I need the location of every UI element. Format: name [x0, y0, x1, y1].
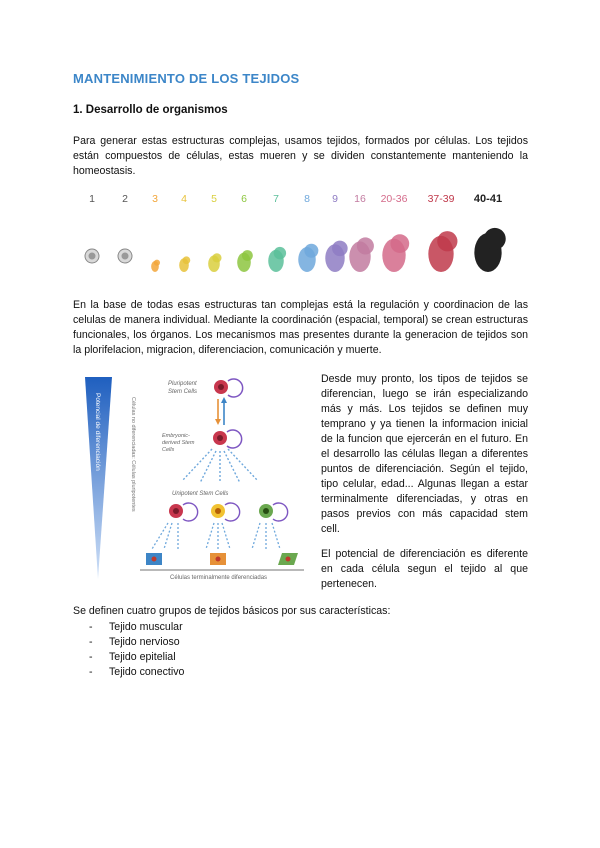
pluripotent-label-2: Stem Cells: [168, 389, 198, 395]
embryo-nucleus: [122, 253, 129, 260]
week-label: 20-36: [380, 193, 408, 205]
paragraph-homeostasis: Para generar estas estructuras complejas, usamos tejidos, formados por células. Los tejidos están compuestos de células, estas mueren y se dividen constantemente manteniendo la homeostasis.: [73, 135, 528, 177]
embryo-head: [212, 253, 221, 262]
paragraph-regulation: En la base de todas esas estructuras tan complejas está la regulación y coordinacion de las celulas de manera individual. Mediante la coordinación (espacial, temporal) se crean estructuras funcionales, los órganos. Los mecanismos mas presentes durante la generacion de tejidos son la plorifelacion, migracion, diferenciacion, comunicación y muerte.: [73, 299, 528, 356]
embryo-head: [154, 260, 160, 266]
side-paragraph-potential: El potencial de diferenciación es diferente en cada célula segun el tejido al que pertenecen.: [321, 548, 528, 590]
pluripotent-label-1: Pluripotent: [168, 381, 197, 387]
side-paragraph-differentiation: Desde muy pronto, los tipos de tejidos se diferencian, luego se irán especializando más y más. Los tejidos se definen muy temprano y ya tienen la informacion inicial de la funcion que ejercerán en el futuro. En el desarrollo las células llegan a diferentes puntos de diferenciación. Según el tejido, tipo celular, edad... Algunas llegan a estar terminalmente diferenciadas, y otras en pasos previos con más capacidad stem cell.: [321, 373, 528, 535]
week-label: 1: [89, 193, 95, 205]
differentiation-diagram: [82, 373, 310, 585]
embryo-head: [242, 250, 253, 261]
embryonic-label-1: Embryonic-: [162, 433, 190, 439]
week-label: 3: [152, 193, 158, 205]
week-label: 37-39: [427, 193, 455, 205]
week-label: 5: [211, 193, 217, 205]
embryo-nucleus: [89, 253, 96, 260]
week-label: 6: [241, 193, 247, 205]
embryo-head: [274, 247, 286, 259]
embryo-head: [357, 237, 374, 254]
tissue-group-list: [89, 620, 184, 680]
embryo-development-strip: [80, 186, 520, 282]
week-label: 16: [354, 193, 366, 205]
page-title: MANTENIMIENTO DE LOS TEJIDOS: [73, 71, 300, 86]
list-item: - Tejido nervioso: [89, 636, 180, 648]
potential-arrow-label: Potencial de diferenciación: [94, 393, 101, 471]
section-heading: 1. Desarrollo de organismos: [73, 104, 228, 116]
embryo-head: [332, 241, 348, 257]
unipotent-label: Unipotent Stem Cells: [172, 491, 229, 497]
list-item: - Tejido muscular: [89, 621, 183, 633]
embryo-head: [304, 244, 318, 258]
week-label: 8: [304, 193, 310, 205]
week-label: 4: [181, 193, 187, 205]
week-label: 2: [122, 193, 128, 205]
embryo-head: [183, 256, 191, 264]
embryonic-label-2: derived Stem: [162, 440, 195, 446]
week-label: 7: [273, 193, 279, 205]
self-renewal-arrow: [228, 379, 243, 397]
embryo-head: [390, 234, 409, 253]
cells-side-label: Células no diferenciadas: Células pluripotentes: [130, 397, 136, 512]
embryo-head: [484, 228, 506, 250]
embryonic-label-3: Cells: [162, 447, 175, 453]
week-label: 40-41: [473, 193, 503, 205]
week-label: 9: [332, 193, 338, 205]
list-item: - Tejido epitelial: [89, 651, 176, 663]
terminal-label: Células terminalmente diferenciadas: [170, 575, 268, 581]
paragraph-tissue-groups: Se definen cuatro grupos de tejidos básicos por sus características:: [73, 605, 391, 617]
embryo-head: [437, 231, 457, 251]
list-item: - Tejido conectivo: [89, 666, 185, 678]
